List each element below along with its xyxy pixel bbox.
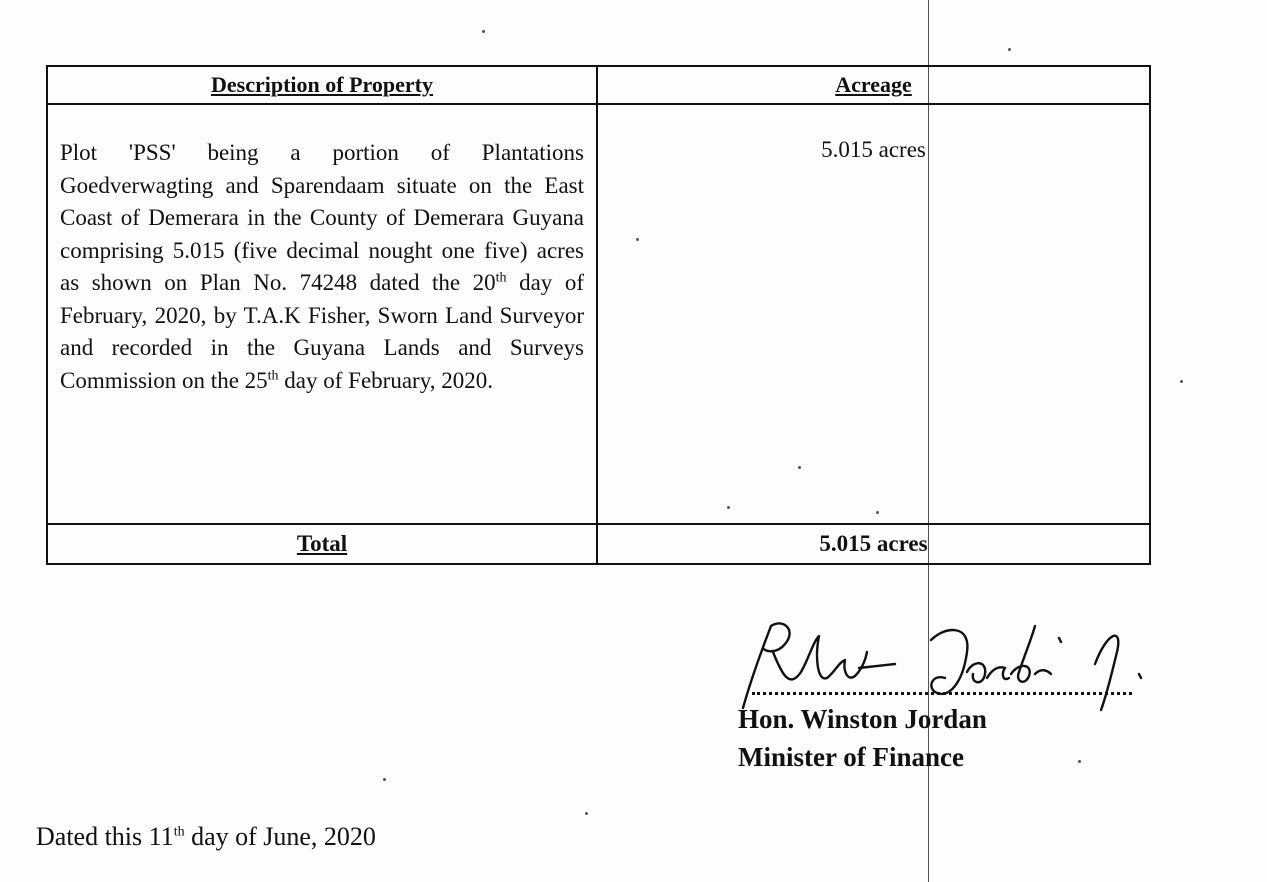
- dated-line: [36, 822, 376, 852]
- ordinal-suffix: th: [173, 824, 185, 840]
- scan-speck: [1008, 48, 1011, 51]
- dated-text-end: day of June, 2020: [184, 822, 376, 851]
- signature-dotted-line: [752, 692, 1132, 695]
- description-text-3: day of February, 2020.: [278, 367, 493, 393]
- acreage-cell: [597, 104, 1150, 524]
- acreage-header: Acreage: [597, 66, 1150, 104]
- ordinal-suffix: th: [267, 367, 279, 383]
- scan-speck: [482, 30, 485, 33]
- property-description: [60, 137, 584, 397]
- signatory-name: Hon. Winston Jordan: [738, 704, 987, 734]
- description-cell: [47, 104, 597, 524]
- total-row: [47, 524, 1150, 564]
- ordinal-suffix: th: [495, 270, 507, 286]
- description-header: Description of Property: [47, 66, 597, 104]
- total-label-cell: [47, 524, 597, 564]
- total-label: Total: [296, 531, 348, 556]
- description-text-2: day of February, 2020, by T.A.K Fisher, Sworn Land Surveyor and recorded in the Guyana Lands and Surveys Commission on the 25: [60, 270, 584, 393]
- scan-speck: [1078, 760, 1081, 763]
- table-row: [47, 104, 1150, 524]
- scan-speck: [585, 812, 588, 815]
- handwritten-signature: [735, 612, 1155, 712]
- scan-speck: [1180, 380, 1183, 383]
- signatory-title: Minister of Finance: [738, 742, 964, 772]
- acreage-value: 5.015 acres: [821, 137, 926, 162]
- description-text-1: Plot 'PSS' being a portion of Plantations Goedverwagting and Sparendaam situate on the East Coast of Demerara in the County of Demerara Guyana comprising 5.015 (five decimal nought one five) acres as shown on Plan No. 74248 dated the 20: [60, 140, 584, 295]
- total-value: 5.015 acres: [597, 524, 1150, 564]
- table-header-row: [47, 66, 1150, 104]
- scan-speck: [383, 778, 386, 781]
- property-table: [46, 65, 1151, 565]
- dated-text: Dated this 11: [36, 822, 174, 851]
